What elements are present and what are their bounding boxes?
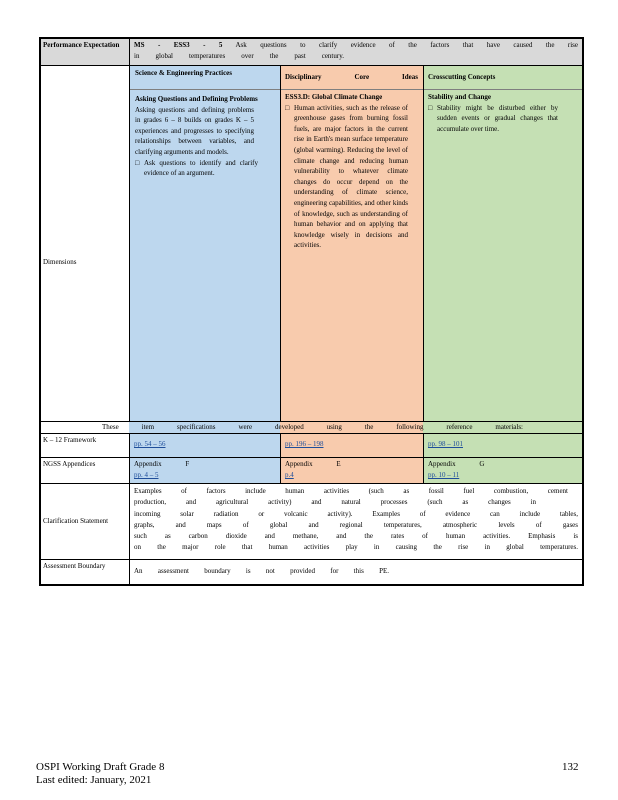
column-divider [423, 433, 424, 484]
dci-bullet-text: Human activities, such as the release of greenhouse gases from burning fossil fuels, are major factors in the current rise in Earth's mean surface temperature (global warming). Reducing the level of climate change and reducing human vulnerability to whatever climate changes do occur depend on the understanding of climate science, engineering capabilities, and other kinds of knowledge, such as understanding of human behavior and on applying that knowledge wisely in decisions and activities. [294, 103, 408, 250]
row-divider [40, 65, 583, 66]
table-border-left [39, 37, 41, 586]
ccc-heading: Crosscutting Concepts [428, 73, 496, 81]
sep-bullet-item [135, 158, 274, 179]
clarification-line: on the major role that human activities play in causing the rise in global temperatures. [134, 543, 578, 552]
row-divider [40, 433, 583, 434]
assessment-text: An assessment boundary is not provided for this PE. [134, 567, 389, 575]
dci-column [280, 66, 423, 459]
clarification-label-cell [40, 484, 129, 559]
ccc-bullet-item [428, 103, 578, 135]
pe-text-line2: in global temperatures over the past century. [134, 52, 344, 60]
ccc-column [423, 66, 583, 459]
ngss-sep-appendix: Appendix F [134, 460, 190, 468]
ngss-ccc-appendix: Appendix G [428, 460, 485, 468]
assessment-text-cell [129, 560, 583, 585]
dci-subheading: ESS3.D: Global Climate Change [285, 93, 383, 101]
table-border-bottom [40, 584, 583, 586]
pe-code: MS - ESS3 - 5 [134, 41, 223, 49]
column-divider [280, 433, 281, 484]
clarification-line: graphs, and maps of global and regional temperatures, atmospheric levels of gases [134, 520, 578, 529]
sep-bullet-text: Ask questions to identify and clarify evidence of an argument. [144, 158, 258, 178]
sep-heading: Science & Engineering Practices [135, 69, 233, 77]
column-divider [423, 65, 424, 422]
ngss-sep-cell [129, 458, 280, 483]
assessment-label: Assessment Boundary [43, 562, 106, 570]
row-divider [129, 89, 583, 90]
k12-label-cell [40, 434, 129, 457]
k12-ccc-pages-link[interactable]: pp. 98 – 101 [428, 440, 463, 448]
specification-table [40, 38, 583, 585]
bullet-square-icon: □ [285, 103, 290, 112]
footer-draft-label: OSPI Working Draft Grade 8 [36, 761, 165, 773]
page-number: 132 [562, 761, 579, 773]
dci-heading: Disciplinary Core Ideas [285, 73, 418, 81]
clarification-line: incoming solar radiation or volcanic activity). Examples of evidence can include tables, [134, 509, 578, 518]
sep-column [129, 66, 280, 459]
ccc-subheading: Stability and Change [428, 93, 492, 101]
pe-label-cell [40, 38, 129, 66]
ngss-sep-pages-link[interactable]: pp. 4 – 5 [134, 471, 159, 479]
bullet-square-icon: □ [135, 158, 140, 167]
ngss-label: NGSS Appendices [43, 460, 96, 468]
clarification-text-cell [129, 484, 583, 559]
ngss-label-cell [40, 458, 129, 483]
k12-dci-pages-link[interactable]: pp. 196 – 198 [285, 440, 324, 448]
sep-paragraph: Asking questions and defining problems in grades 6 – 8 builds on grades K – 5 experiences and progresses to specifying relationships between variables, and clarifying arguments and models. [135, 105, 254, 156]
dci-bullet-item [285, 103, 418, 251]
footer-last-edited: Last edited: January, 2021 [36, 774, 152, 786]
column-divider [129, 38, 130, 422]
reference-note: These item specifications were developed using the following reference materials: [102, 423, 523, 431]
ngss-dci-cell [280, 458, 423, 483]
row-divider [40, 559, 583, 560]
sep-subheading: Asking Questions and Defining Problems [135, 95, 258, 103]
clarification-line: production, and agricultural activity) and natural processes (such as changes in [134, 498, 536, 507]
pe-text-cell [129, 38, 583, 66]
k12-dci-cell [280, 434, 423, 457]
ngss-dci-appendix: Appendix E [285, 460, 341, 468]
pe-label: Performance Expectation [43, 41, 120, 49]
dimensions-label: Dimensions [43, 258, 77, 267]
row-divider [40, 421, 583, 422]
clarification-line: such as carbon dioxide and methane, and the rates of human activities. Emphasis is [134, 532, 578, 541]
column-divider [129, 433, 130, 585]
ngss-dci-pages-link[interactable]: p.4 [285, 471, 294, 479]
k12-sep-cell [129, 434, 280, 457]
row-divider [40, 483, 583, 484]
dimensions-label-cell [40, 66, 129, 459]
k12-ccc-cell [423, 434, 583, 457]
ccc-bullet-text: Stability might be disturbed either by sudden events or gradual changes that accumulate over time. [437, 103, 558, 133]
ngss-ccc-pages-link[interactable]: pp. 10 – 11 [428, 471, 460, 479]
table-border-right [582, 37, 584, 586]
k12-sep-pages-link[interactable]: pp. 54 – 56 [134, 440, 166, 448]
ngss-ccc-cell [423, 458, 583, 483]
clarification-label: Clarification Statement [43, 517, 109, 526]
column-divider [280, 65, 281, 422]
clarification-line: Examples of factors include human activities (such as fossil fuel combustion, cement [134, 487, 568, 495]
table-border-top [40, 37, 583, 39]
bullet-square-icon: □ [428, 103, 433, 112]
pe-text-line1: MS - ESS3 - 5 Ask questions to clarify evidence of the factors that have caused the rise [134, 41, 578, 49]
row-divider [40, 457, 583, 458]
k12-label: K – 12 Framework [43, 436, 97, 444]
assessment-label-cell [40, 560, 129, 585]
footer-left [36, 761, 164, 787]
